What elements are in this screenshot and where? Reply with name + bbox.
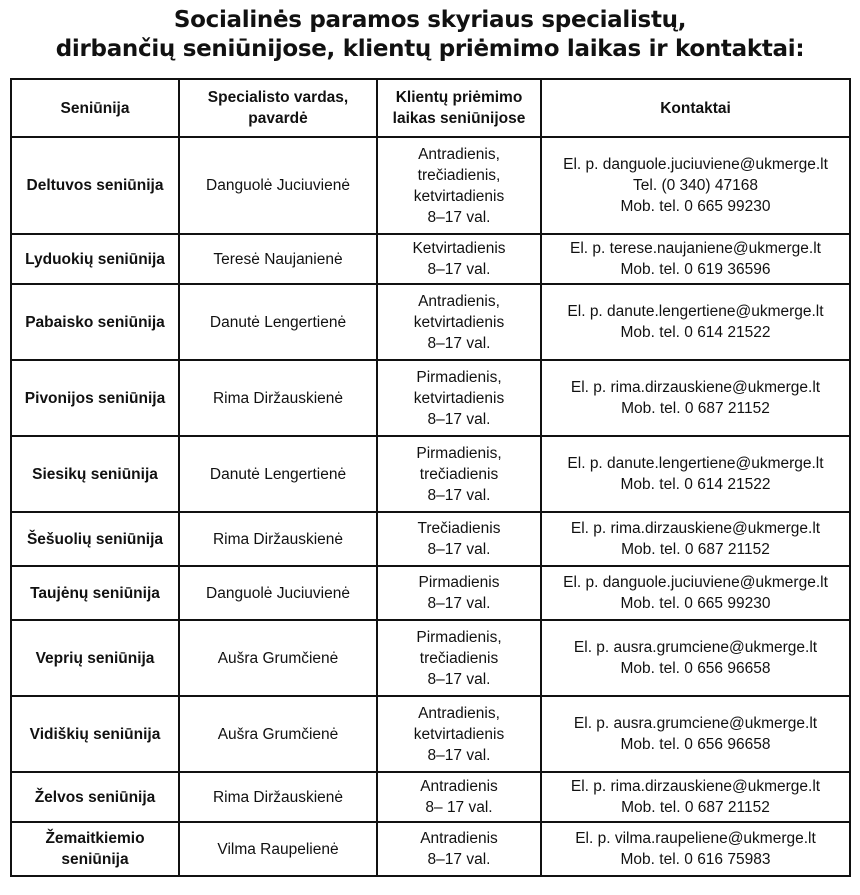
cell-kontaktai [541,436,850,512]
cell-seniunija [11,620,179,696]
cell-kontaktai-line: Mob. tel. 0 665 99230 [620,198,771,215]
cell-seniunija-line: Siesikų seniūnija [32,465,158,483]
cell-laikas-line: Trečiadienis [417,520,501,537]
cell-laikas-line: Antradienis, [418,704,500,722]
cell-laikas-line: Antradienis [420,830,498,847]
cell-kontaktai-line: Mob. tel. 0 665 99230 [620,595,771,612]
cell-laikas-line: Antradienis, [418,292,500,310]
cell-kontaktai-line: Mob. tel. 0 687 21152 [621,541,770,558]
cell-laikas-line: trečiadienis [419,465,499,483]
cell-kontaktai-line: Mob. tel. 0 656 96658 [620,736,771,753]
cell-seniunija-line: Taujėnų seniūnija [30,584,160,602]
cell-laikas-line: trečiadienis [419,649,499,667]
cell-kontaktai-line: Mob. tel. 0 687 21152 [621,799,770,816]
cell-seniunija [11,512,179,566]
cell-laikas-line: 8–17 val. [427,851,491,868]
cell-specialistas: Danguolė Juciuvienė [179,137,377,234]
cell-specialistas: Teresė Naujanienė [179,234,377,284]
table-row [11,772,850,822]
cell-kontaktai [541,137,850,234]
table-row [11,137,850,234]
cell-kontaktai [541,284,850,360]
cell-laikas-line: 8–17 val. [427,595,491,612]
cell-seniunija-line: Deltuvos seniūnija [26,177,164,194]
cell-kontaktai-line: El. p. danguole.juciuviene@ukmerge.lt [563,574,828,591]
cell-laikas-line: Pirmadienis, [416,444,502,462]
header-kontaktai-line: Kontaktai [660,99,731,117]
cell-laikas-line: 8–17 val. [427,670,491,688]
cell-seniunija [11,436,179,512]
cell-laikas-line: Pirmadienis [418,574,500,591]
cell-kontaktai-line: Mob. tel. 0 656 96658 [620,660,771,677]
header-laikas-line: Klientų priėmimo [395,89,523,106]
header-specialistas-line: pavardė [248,110,308,127]
cell-specialistas: Danutė Lengertienė [179,284,377,360]
cell-kontaktai [541,822,850,876]
title-line-1: Socialinės paramos skyriaus specialistų, [173,7,687,33]
header-seniunija-line: Seniūnija [60,99,130,117]
cell-laikas-line: Ketvirtadienis [412,240,506,257]
cell-kontaktai-line: Mob. tel. 0 687 21152 [621,400,770,417]
cell-kontaktai-line: El. p. ausra.grumciene@ukmerge.lt [573,639,818,656]
cell-kontaktai-line: El. p. rima.dirzauskiene@ukmerge.lt [570,520,821,537]
table-row [11,822,850,876]
table-row [11,436,850,512]
cell-seniunija [11,284,179,360]
table-row [11,696,850,772]
cell-specialistas: Danguolė Juciuvienė [179,566,377,620]
cell-seniunija [11,234,179,284]
cell-laikas-line: Antradienis, [418,145,500,163]
cell-laikas-line: Antradienis [420,778,498,795]
cell-laikas [377,696,541,772]
cell-kontaktai-line: El. p. terese.naujaniene@ukmerge.lt [570,240,821,257]
header-specialistas [179,79,377,137]
cell-seniunija [11,822,179,876]
cell-laikas-line: ketvirtadienis [413,187,505,205]
cell-kontaktai [541,696,850,772]
cell-seniunija-line: Veprių seniūnija [35,649,155,667]
cell-seniunija [11,566,179,620]
cell-kontaktai-line: Mob. tel. 0 614 21522 [620,324,771,341]
cell-seniunija-line: Pabaisko seniūnija [25,313,165,331]
cell-laikas-line: ketvirtadienis [413,313,505,331]
cell-kontaktai-line: El. p. danguole.juciuviene@ukmerge.lt [563,156,828,173]
cell-kontaktai [541,512,850,566]
cell-laikas-line: 8–17 val. [427,334,491,352]
cell-seniunija [11,772,179,822]
header-laikas [377,79,541,137]
cell-seniunija-line: Vidiškių seniūnija [29,725,161,743]
cell-laikas [377,620,541,696]
cell-laikas [377,284,541,360]
cell-laikas-line: 8–17 val. [427,746,491,764]
cell-laikas [377,360,541,436]
cell-laikas [377,772,541,822]
table-row [11,284,850,360]
cell-kontaktai-line: El. p. danute.lengertiene@ukmerge.lt [567,455,824,472]
cell-kontaktai-line: Mob. tel. 0 614 21522 [620,476,771,493]
cell-laikas-line: trečiadienis, [417,166,501,184]
cell-specialistas: Rima Diržauskienė [179,360,377,436]
cell-specialistas: Aušra Grumčienė [179,620,377,696]
header-specialistas-line: Specialisto vardas, [207,89,349,106]
cell-seniunija-line: Šešuolių seniūnija [26,530,164,548]
cell-laikas [377,512,541,566]
cell-laikas [377,566,541,620]
table-row [11,234,850,284]
cell-seniunija-line: Želvos seniūnija [34,788,156,806]
cell-kontaktai-line: El. p. rima.dirzauskiene@ukmerge.lt [570,778,821,795]
cell-laikas-line: 8– 17 val. [425,799,493,816]
document-title [0,6,860,64]
cell-laikas [377,137,541,234]
cell-kontaktai [541,772,850,822]
cell-laikas-line: 8–17 val. [427,486,491,504]
cell-specialistas: Rima Diržauskienė [179,512,377,566]
cell-seniunija [11,696,179,772]
cell-kontaktai [541,234,850,284]
header-kontaktai [541,79,850,137]
table-row [11,360,850,436]
cell-kontaktai [541,360,850,436]
cell-specialistas: Rima Diržauskienė [179,772,377,822]
table-row [11,620,850,696]
cell-seniunija [11,137,179,234]
cell-laikas-line: Pirmadienis, [416,628,502,646]
cell-laikas [377,234,541,284]
cell-laikas-line: 8–17 val. [427,261,491,278]
cell-laikas-line: ketvirtadienis [413,725,505,743]
cell-seniunija [11,360,179,436]
cell-seniunija-line: Žemaitkiemio [45,830,145,847]
cell-seniunija-line: Lyduokių seniūnija [25,250,165,268]
title-line-2: dirbančių seniūnijose, klientų priėmimo laikas ir kontaktai: [55,36,805,62]
cell-laikas-line: Pirmadienis, [416,368,502,386]
cell-kontaktai-line: El. p. vilma.raupeliene@ukmerge.lt [575,830,816,847]
cell-kontaktai-line: El. p. ausra.grumciene@ukmerge.lt [573,715,818,732]
cell-kontaktai [541,566,850,620]
cell-specialistas: Aušra Grumčienė [179,696,377,772]
cell-laikas-line: 8–17 val. [427,208,491,226]
cell-kontaktai-line: Mob. tel. 0 616 75983 [620,851,771,868]
cell-kontaktai-line: Tel. (0 340) 47168 [633,177,758,194]
header-laikas-line: laikas seniūnijose [392,110,526,127]
cell-specialistas: Danutė Lengertienė [179,436,377,512]
cell-specialistas: Vilma Raupelienė [179,822,377,876]
cell-seniunija-line: seniūnija [61,851,129,868]
cell-kontaktai-line: Mob. tel. 0 619 36596 [620,261,771,278]
table-body [11,137,850,876]
header-seniunija [11,79,179,137]
contacts-table [10,78,851,877]
cell-laikas [377,822,541,876]
cell-laikas [377,436,541,512]
cell-laikas-line: 8–17 val. [427,410,491,428]
table-header-row [11,79,850,137]
cell-kontaktai [541,620,850,696]
cell-kontaktai-line: El. p. rima.dirzauskiene@ukmerge.lt [570,379,821,396]
cell-seniunija-line: Pivonijos seniūnija [24,389,166,407]
table-row [11,566,850,620]
cell-laikas-line: 8–17 val. [427,541,491,558]
cell-kontaktai-line: El. p. danute.lengertiene@ukmerge.lt [567,303,824,320]
table-row [11,512,850,566]
cell-laikas-line: ketvirtadienis [413,389,505,407]
